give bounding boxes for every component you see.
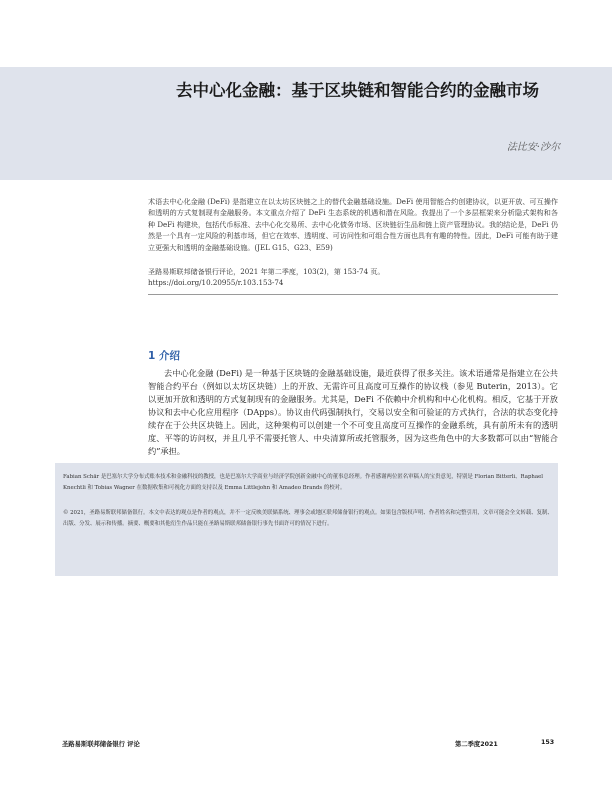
- section-body: 去中心化金融 (DeFi) 是一种基于区块链的金融基础设施，最近获得了很多关注。该术语通常是指建立在公共智能合约平台（例如以太坊区块链）上的开放、无需许可且高度可互操作的协议栈（参见 Buterin，2013）。它以更加开放和透明的方式复制现有的金融服务。尤其是，DeFi 不依赖中介机构和中心化机构。相反，它基于开放协议和去中心化应用程序（DApps）。协议由代码强制执行，交易以安全和可验证的方式执行，合法的状态变化持续存在于公共区块链上。因此，这种架构可以创建一个不可变且高度可互操作的金融系统，具有前所未有的透明度、平等的访问权，并且几乎不需要托管人、中央清算所或托管服务，因为这些角色中的大多数都可以由“智能合约”承担。: [148, 368, 558, 456]
- footer-issue: 第二季度2021: [455, 741, 498, 748]
- divider: [148, 294, 558, 295]
- author-name: 法比安·沙尔: [506, 142, 560, 153]
- author-affiliation-note: Fabian Schär 是巴塞尔大学分布式账本技术和金融科技的教授，也是巴塞尔大学商业与经济学院创新金融中心的董事总经理。作者感谢两位匿名审稿人的宝贵意见，特别是 Florian Bitterli、Raphael Knechtli 和 Tobias Wagner 在数据收集和可视化方面的支持以及 Emma Littlejohn 和 Amadeo Brands 的校对。: [63, 474, 543, 491]
- page-number: 153: [541, 739, 555, 746]
- footnote-box: [55, 463, 558, 576]
- footer-journal: 圣路易斯联邦储备银行 评论: [62, 741, 140, 748]
- article-title: 去中心化金融：基于区块链和智能合约的金融市场: [176, 81, 539, 100]
- copyright-note: © 2021，圣路易斯联邦储备银行。本文中表达的观点是作者的观点，并不一定反映美联储系统、理事会或地区联邦储备银行的观点。如果包含版权声明、作者姓名和完整引用，文章可能会全文转载、复制、出版、分发、展示和传播。摘要、概要和其他衍生作品只能在圣路易斯联邦储备银行事先书面许可的情况下进行。: [63, 510, 553, 527]
- citation-journal: 圣路易斯联邦储备银行评论，2021 年第二季度，103(2)，第 153-74 页。: [148, 267, 385, 276]
- citation-doi[interactable]: https://doi.org/10.20955/r.103.153-74: [148, 278, 284, 287]
- citation: [148, 266, 558, 288]
- section-heading: 1 介绍: [148, 350, 180, 362]
- abstract: 术语去中心化金融 (DeFi) 是指建立在以太坊区块链之上的替代金融基础设施。DeFi 使用智能合约创建协议，以更开放、可互操作和透明的方式复制现有金融服务。本文重点介绍了 DeFi 生态系统的机遇和潜在风险。我提出了一个多层框架来分析隐式架构和各种 DeFi 构建块，包括代币标准、去中心化交易所、去中心化债务市场、区块链衍生品和链上资产管理协议。我的结论是，DeFi 仍然是一个具有一定风险的利基市场，但它在效率、透明度、可访问性和可组合性方面也具有有趣的特性。因此，DeFi 可能有助于建立更强大和透明的金融基础设施。(JEL G15、G23、E59): [148, 197, 558, 252]
